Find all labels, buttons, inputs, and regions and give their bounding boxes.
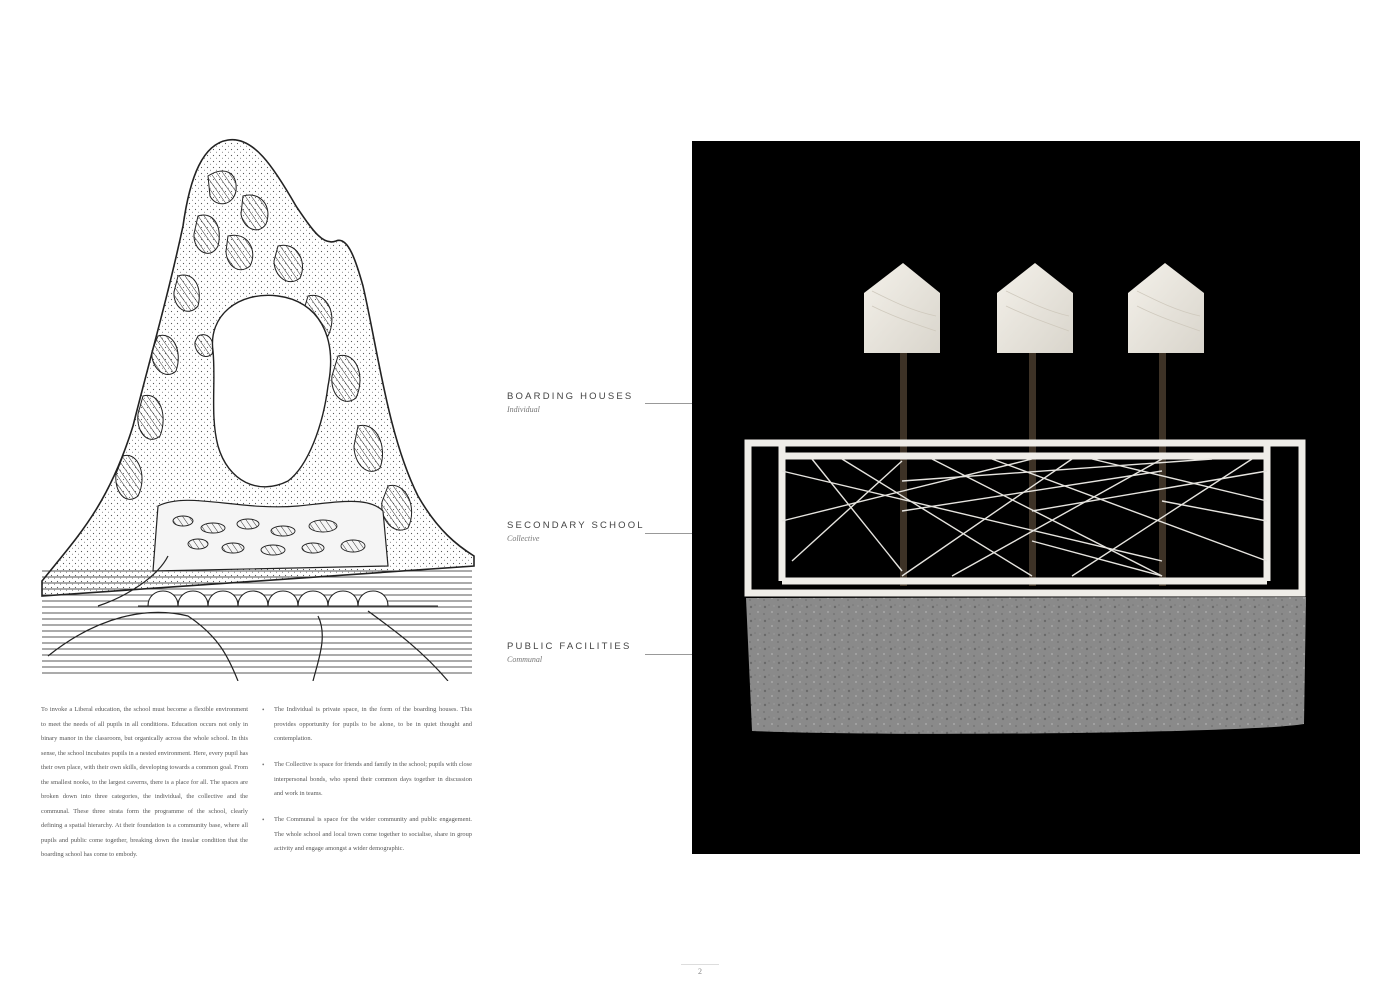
- model-illustration: [692, 141, 1360, 854]
- label-subtitle: Individual: [507, 405, 540, 414]
- intro-paragraph: To invoke a Liberal education, the school must become a flexible environment to meet the needs of all pupils in all conditions. Education occurs not only in binary manor in the classroom, but organically across the whole school. In this sense, the school incubates pupils in a nested environment. Here, every pupil has their own place, with their own skills, developing towards a common goal. From the smallest nooks, to the largest caverns, there is a place for all. The spaces are broken down into three categories, the individual, the collective and the communal. These three strata form the programme of the school, clearly defining a spatial hierarchy. At their foundation is a community base, where all pupils and public come together, breaking down the insular condition that the boarding school has come to embody.: [41, 706, 248, 858]
- list-item: [262, 813, 472, 857]
- list-item: [262, 758, 472, 802]
- label-title: SECONDARY SCHOOL: [507, 520, 645, 531]
- page-number: 2: [698, 967, 702, 976]
- label-title: BOARDING HOUSES: [507, 391, 634, 402]
- label-title: PUBLIC FACILITIES: [507, 641, 632, 652]
- label-secondary-school: [507, 520, 647, 543]
- list-item: [262, 703, 472, 747]
- strata-bullet-list: [262, 703, 472, 868]
- bullet-text-individual: The Individual is private space, in the form of the boarding houses. This provides opportunity for pupils to be alone, to be in quiet thought and contemplation.: [274, 706, 472, 742]
- page-number-rule: [681, 964, 719, 965]
- bullet-text-communal: The Communal is space for the wider community and public engagement. The whole school and local town come together to socialise, share in group activity and engage amongst a wider demographic.: [274, 816, 472, 852]
- bullet-glyph: •: [262, 706, 265, 714]
- label-subtitle: Communal: [507, 655, 543, 664]
- label-boarding-houses: [507, 391, 647, 414]
- bullet-glyph: •: [262, 816, 265, 824]
- bullet-text-collective: The Collective is space for friends and family in the school; pupils with close interpersonal bonds, who spend their common days together in discussion and work in teams.: [274, 761, 472, 797]
- bullet-glyph: •: [262, 761, 265, 769]
- label-public-facilities: [507, 641, 647, 664]
- mountain-section-drawing: [38, 136, 478, 681]
- label-subtitle: Collective: [507, 534, 540, 543]
- model-photo: [692, 141, 1360, 854]
